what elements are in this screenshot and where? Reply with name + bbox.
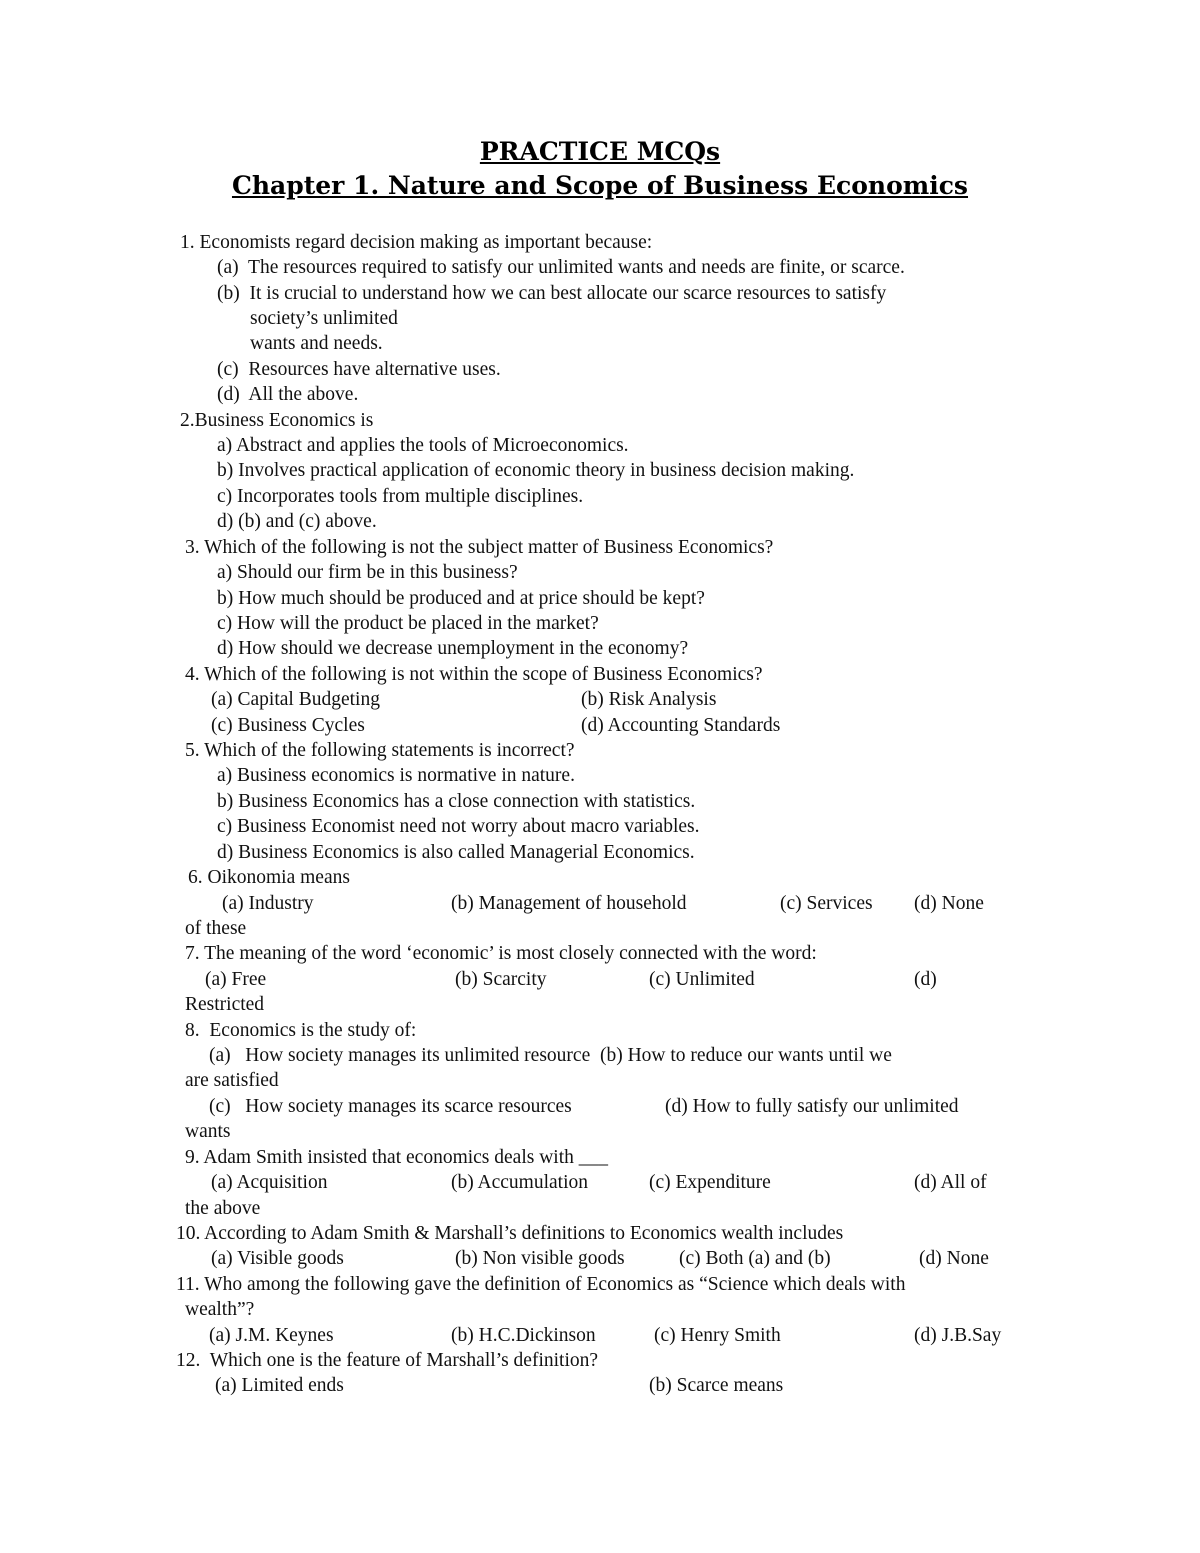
option-a: (a) Capital Budgeting: [211, 689, 380, 710]
option-d: (d) Accounting Standards: [581, 715, 781, 736]
question-10: 10. According to Adam Smith & Marshall’s definitions to Economics wealth includes: [176, 1223, 844, 1244]
option-line: d) (b) and (c) above.: [217, 511, 377, 532]
option-a: (a) J.M. Keynes: [209, 1325, 334, 1346]
option-line: d) Business Economics is also called Managerial Economics.: [217, 842, 695, 863]
option-a: (a) Free: [205, 969, 267, 990]
option-d: (d) How to fully satisfy our unlimited: [665, 1096, 959, 1117]
option-line: c) Business Economist need not worry about macro variables.: [217, 816, 700, 837]
option-d-continued: Restricted: [185, 994, 265, 1015]
option-c: (c) Services: [780, 893, 873, 914]
option-line: c) How will the product be placed in the market?: [217, 613, 599, 634]
question-11-continued: wealth”?: [185, 1299, 255, 1320]
question-9: 9. Adam Smith insisted that economics deals with ___: [185, 1147, 609, 1168]
option-line: a) Should our firm be in this business?: [217, 562, 518, 583]
option-b: (b) Management of household: [451, 893, 687, 914]
question-4: 4. Which of the following is not within the scope of Business Economics?: [185, 664, 763, 685]
option-d: (d) J.B.Say: [914, 1325, 1002, 1346]
option-d: (d) None: [919, 1248, 989, 1269]
option-line: b) How much should be produced and at price should be kept?: [217, 588, 705, 609]
question-3: 3. Which of the following is not the subject matter of Business Economics?: [185, 537, 774, 558]
option-a: (a) Acquisition: [211, 1172, 328, 1193]
option-b: (b) Non visible goods: [455, 1248, 625, 1269]
option-line: b) Involves practical application of economic theory in business decision making.: [217, 460, 855, 481]
question-8: 8. Economics is the study of:: [185, 1020, 417, 1041]
option-line: b) Business Economics has a close connection with statistics.: [217, 791, 696, 812]
option-line: (b) It is crucial to understand how we can best allocate our scarce resources to satisfy: [217, 283, 887, 304]
question-12: 12. Which one is the feature of Marshall’s definition?: [176, 1350, 599, 1371]
option-d: (d) None: [914, 893, 984, 914]
option-line: (a) How society manages its unlimited resource (b) How to reduce our wants until we: [209, 1045, 892, 1066]
question-11: 11. Who among the following gave the definition of Economics as “Science which deals with: [176, 1274, 906, 1295]
option-line-continued: are satisfied: [185, 1070, 279, 1091]
question-5: 5. Which of the following statements is incorrect?: [185, 740, 575, 761]
option-d: (d) All of: [914, 1172, 987, 1193]
question-1: 1. Economists regard decision making as important because:: [180, 232, 653, 253]
option-c: (c) How society manages its scarce resources: [209, 1096, 572, 1117]
option-c: (c) Unlimited: [649, 969, 755, 990]
question-7: 7. The meaning of the word ‘economic’ is most closely connected with the word:: [185, 943, 817, 964]
option-b: (b) Risk Analysis: [581, 689, 717, 710]
option-line: (d) All the above.: [217, 384, 359, 405]
option-a: (a) Limited ends: [215, 1375, 344, 1396]
option-d-continued: the above: [185, 1198, 261, 1219]
chapter-heading: Chapter 1. Nature and Scope of Business Economics: [231, 171, 969, 200]
option-line: d) How should we decrease unemployment in the economy?: [217, 638, 689, 659]
option-c: (c) Business Cycles: [211, 715, 365, 736]
option-b: (b) H.C.Dickinson: [451, 1325, 596, 1346]
option-b: (b) Accumulation: [451, 1172, 589, 1193]
option-d-continued: wants: [185, 1121, 231, 1142]
option-c: (c) Both (a) and (b): [679, 1248, 831, 1269]
option-line: (c) Resources have alternative uses.: [217, 359, 501, 380]
option-c: (c) Henry Smith: [654, 1325, 781, 1346]
option-line: wants and needs.: [250, 333, 383, 354]
option-a: (a) Industry: [222, 893, 314, 914]
option-b: (b) Scarcity: [455, 969, 547, 990]
option-b: (b) Scarce means: [649, 1375, 784, 1396]
page-title: PRACTICE MCQs: [479, 137, 721, 166]
question-6: 6. Oikonomia means: [188, 867, 350, 888]
option-line: c) Incorporates tools from multiple disciplines.: [217, 486, 584, 507]
option-line: (a) The resources required to satisfy our unlimited wants and needs are finite, or scarce.: [217, 257, 905, 278]
option-d: (d): [914, 969, 937, 990]
option-c: (c) Expenditure: [649, 1172, 771, 1193]
option-d-continued: of these: [185, 918, 247, 939]
option-a: (a) Visible goods: [211, 1248, 344, 1269]
option-line: society’s unlimited: [250, 308, 398, 329]
option-line: a) Abstract and applies the tools of Microeconomics.: [217, 435, 629, 456]
question-2: 2.Business Economics is: [180, 410, 374, 431]
option-line: a) Business economics is normative in nature.: [217, 765, 575, 786]
